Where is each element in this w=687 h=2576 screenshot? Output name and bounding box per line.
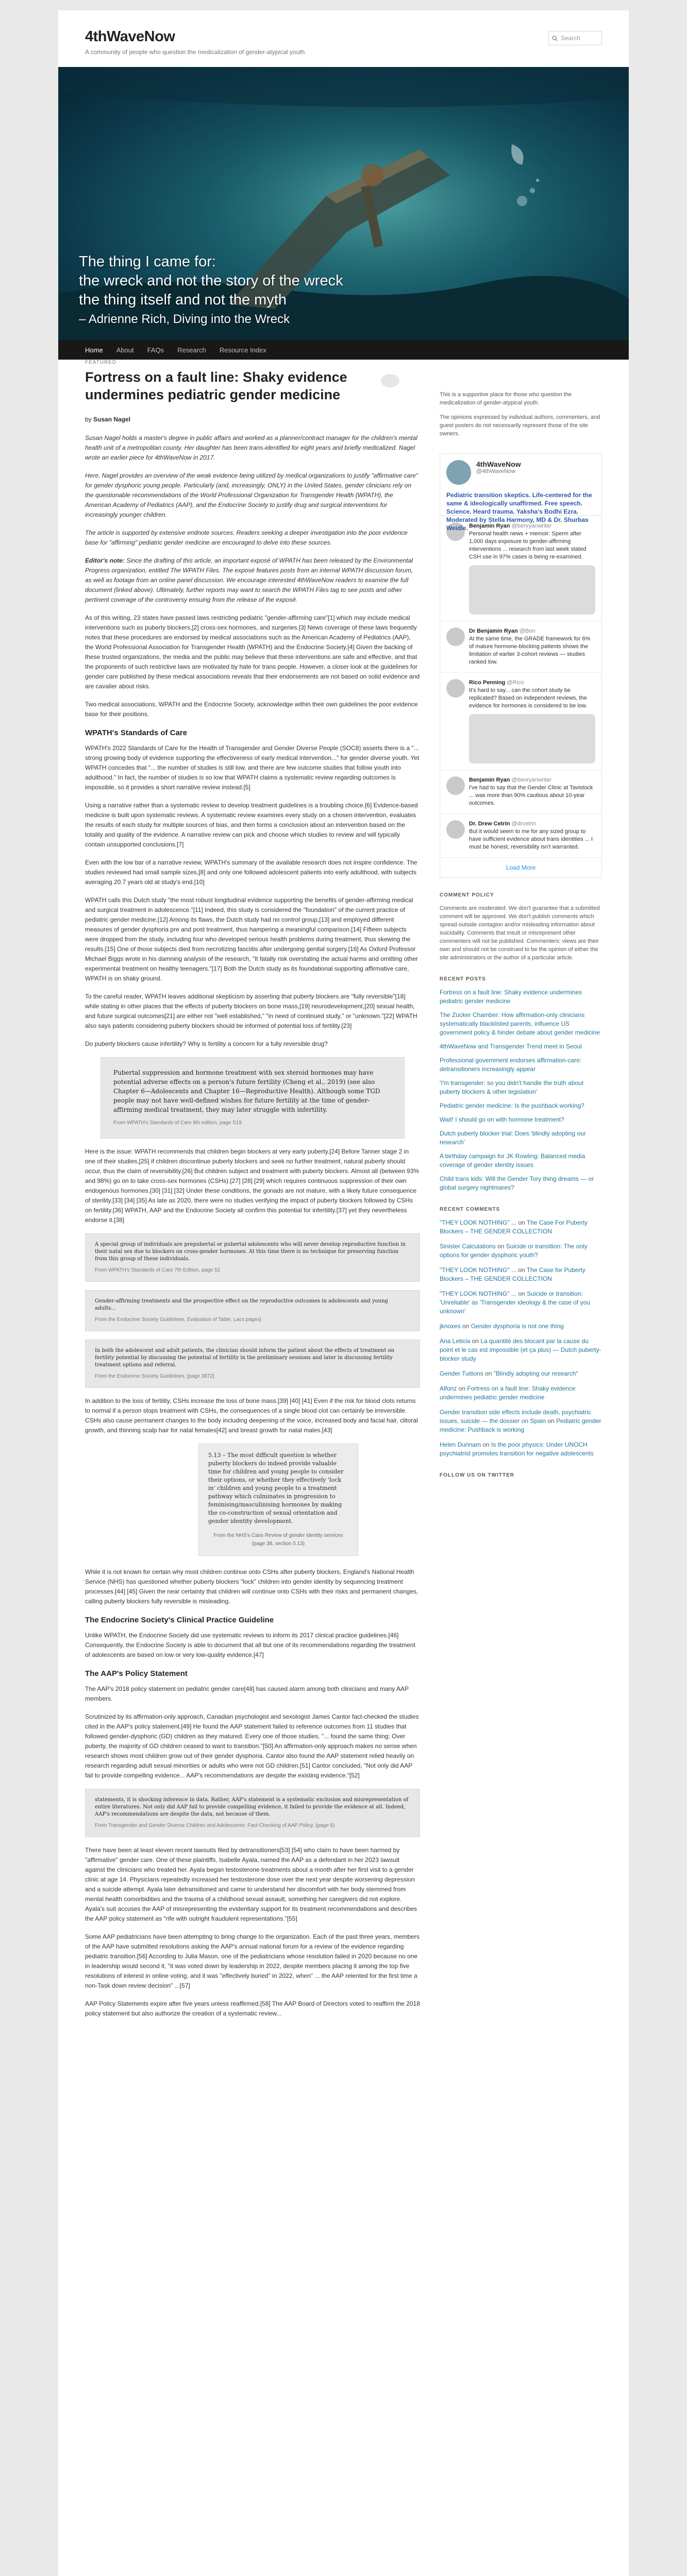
- quoted-excerpt: [85, 1233, 420, 1282]
- tweet-author[interactable]: Dr. Drew Cetrin: [469, 821, 510, 827]
- comment-post-link[interactable]: Gender dysphoria is not one thing: [471, 1323, 564, 1330]
- recent-comments-list: [440, 1218, 602, 1458]
- post-title[interactable]: Fortress on a fault line: Shaky evidence undermines pediatric gender medicine: [85, 369, 347, 402]
- list-item: [440, 1011, 602, 1037]
- nav-faqs[interactable]: FAQs: [147, 346, 164, 354]
- site-description: A community of people who question the medicalization of gender-atypical youth: [85, 48, 305, 56]
- search-placeholder: Search: [561, 35, 581, 42]
- widget-title: RECENT COMMENTS: [440, 1207, 500, 1212]
- comment-author-link[interactable]: Alfonz: [440, 1385, 457, 1392]
- main-navigation: [58, 340, 629, 360]
- quoted-excerpt: [85, 1290, 420, 1331]
- widget-title: COMMENT POLICY: [440, 892, 494, 898]
- tweet[interactable]: [440, 770, 601, 814]
- excerpt-caption: From WPATH's Standards of Care 7th Edition, page 52: [95, 1267, 221, 1273]
- list-item: [440, 1079, 602, 1096]
- comment-post-link[interactable]: "Blindly adopting our research": [493, 1370, 578, 1377]
- excerpt-caption: From WPATH's Standards of Care 8th edition, page S19: [113, 1120, 242, 1126]
- editor-note-label: Editor's note:: [85, 557, 125, 564]
- twitter-handle[interactable]: @4thWaveNow: [476, 468, 516, 474]
- recent-post-link[interactable]: Wait! I should go on with hormone treatment?: [440, 1116, 564, 1123]
- excerpt-caption: From Transgender and Gender Diverse Children and Adolescents: Fact-Checking of AAP Policy, (page 6): [95, 1823, 335, 1828]
- recent-post-link[interactable]: Child trans kids: Will the Gender Tory thing dreams — or global surgery nightmares?: [440, 1175, 594, 1191]
- intro-paragraph: Here, Nagel provides an overview of the weak evidence being utilized by medical organizations to justify "affirmative care" for gender dysphoric young people. Particularly (and, increasingly, ONLY) in the United States, gender clinicians rely on the questionable recommendations of the World Professional Organization for Transgender Health (WPATH), the American Academy of Pediatrics (AAP), and the Endocrine Society to justify drug and surgical interventions for increasingly younger children.: [85, 472, 418, 518]
- body-paragraph: Do puberty blockers cause infertility? Why is fertility a concern for a fully reversible drug?: [85, 1040, 328, 1047]
- list-item: [440, 988, 602, 1006]
- tweet-author[interactable]: Benjamin Ryan: [469, 777, 510, 783]
- body-paragraph: Some AAP pediatricians have been attempting to bring change to the organization. Each of the past three years, members of the AAP have submitted resolutions asking the AAP's annual national forum for a review of the evidence regarding pediatric transition.[56] According to Julia Mason, one of the pediatricians whose resolution failed in 2020 because no one in leadership would second it, "it was voted down by leadership in 2022, despite members placing it among the top five resolutions of interest in online voting, and it was "effectively buried" in 2022, when" ... the AAP relented for the first time a non-Task down review decision" ...[57]: [85, 1933, 420, 1989]
- body-paragraph: WPATH calls this Dutch study "the most robust longitudinal evidence supporting the benefits of gender-affirming medical and surgical treatment in adolescence."[11] Indeed, this study is considered the "foundation" of the current practice of pediatric gender medicine.[12] Among its flaws, the Dutch study had no control group,[13] and employed different measures of gender dysphoria pre and post treatment, thus hampering a meaningful comparison.[14] Fifteen subjects were dropped from the study, including four who developed serious health problems during treatment, thus skewing the results.[15] One of those subjects died from necrotizing fasciitis after undergoing genital surgery.[16] As Oxford Professor Michael Biggs wrote in his damning analysis of the research, "It fatally risk overstating the actual harms and omitting other experimental treatment on healthy teenagers."[17] Both the Dutch study as its foundational supporting affirmative care, WPATH is on shaky ground.: [85, 896, 418, 982]
- post-category[interactable]: FEATURED: [85, 360, 117, 365]
- post-byline: [85, 416, 420, 423]
- comment-post-link[interactable]: Suicide or transition: The only options for gender dysphoric youth?: [440, 1243, 588, 1259]
- page: [58, 10, 629, 2576]
- tweet-text: Personal health news + memoir: Sperm after 1,000 days exposure to gender-affirming interventions ... research from last week stated CSH use in 97% cases is being re-examined.: [469, 531, 587, 560]
- quote-line: the wreck and not the story of the wreck: [79, 273, 343, 289]
- site-title[interactable]: 4thWaveNow: [85, 28, 175, 45]
- comment-post-link[interactable]: The Case For Puberty Blockers – THE GENDER COLLECTION: [440, 1219, 588, 1235]
- comment-author-link[interactable]: Gender transition side effects include death, psychiatric issues, suicide — the dossier on Spain: [440, 1409, 591, 1425]
- comment-author-link[interactable]: Ana Leticia: [440, 1337, 471, 1345]
- comment-author-link[interactable]: Sinister Calculations: [440, 1243, 496, 1250]
- recent-post-link[interactable]: The Zucker Chamber: How affirmation-only clinicians systematically blacklisted parents, influence US government policy & hinder debate about gender medicine: [440, 1011, 600, 1036]
- list-item: [440, 1115, 602, 1124]
- excerpt-text: 5.13 – The most difficult question is whether puberty blockers do indeed provide valuable time for children and young people to consider their options, or whether they effectively 'lock in' children and young people to a treatment pathway which culminates in progression to feminising/masculinising hormones by making the co-construction of sexual orientation and gender identity development.: [208, 1452, 344, 1524]
- search-icon: [552, 36, 558, 41]
- comment-post-link[interactable]: Fortress on a fault line: Shaky evidence undermines pediatric gender medicine: [440, 1385, 576, 1401]
- body-paragraph: Unlike WPATH, the Endocrine Society did use systematic reviews to inform its 2017 clinical practice guidelines.[46] Consequently, the Endocrine Society is able to document that all but one of its recommendations regarding the treatment of adolescents are based on low or very low-quality evidence.[47]: [85, 1632, 415, 1658]
- list-item: "THEY LOOK NOTHING" ... on The Case For Puberty Blockers – THE GENDER COLLECTION: [440, 1219, 588, 1235]
- list-item: [440, 1056, 602, 1074]
- tweet-text: It's hard to say... can the cohort study be replicated? Based on independent reviews, the evidence for hormones is considered to be low.: [469, 687, 588, 709]
- banner-quote: [79, 252, 343, 329]
- excerpt-text: Gender-affirming treatments and the prospective effect on the reproductive outcomes in adolescents and young adults...: [95, 1298, 388, 1311]
- tweet-author[interactable]: Rico Penning: [469, 680, 506, 686]
- editor-note: [85, 556, 420, 605]
- excerpt-text: statements, it is shocking inference in data. Rather, AAP's statement is a systematic exclusion and misrepresentation of entire literatures. Not only did AAP fail to provide compelling evidence, it failed to provide the evidence at all. Indeed, AAP's recommendations are despite the data, not because of them.: [95, 1797, 409, 1817]
- recent-posts-list: [440, 988, 602, 1192]
- byline-prefix: by: [85, 416, 92, 423]
- quote-line: the thing itself and not the myth: [79, 292, 287, 308]
- comment-author-link[interactable]: Gender Tuitions: [440, 1370, 483, 1377]
- recent-post-link[interactable]: Dutch puberty blocker trial: Does 'blindly adopting our research': [440, 1130, 586, 1146]
- nav-resource-index[interactable]: Resource Index: [219, 346, 266, 354]
- body-paragraph: AAP Policy Statements expire after five years unless reaffirmed.[58] The AAP Board of Directors voted to reaffirm the 2018 policy statement but also authorize the creation of a systematic review...: [85, 2000, 420, 2017]
- recent-post-link[interactable]: 4thWaveNow and Transgender Trend meet in Seoul: [440, 1043, 582, 1050]
- nav-research[interactable]: Research: [177, 346, 206, 354]
- quoted-excerpt: [85, 1340, 420, 1388]
- list-item: Ana Leticia on La quantité des blocant par la cause du point et le cas est impossible (et ça plus) — Dutch puberty-blocker study: [440, 1337, 601, 1362]
- header-banner-image: [58, 67, 629, 340]
- list-item: Gender transition side effects include death, psychiatric issues, suicide — the dossier on Spain on Pediatric gender medicine: Pushback is working: [440, 1409, 601, 1433]
- comment-post-link[interactable]: Suicide or transition: 'Unreliable' as 'Transgender ideology & the case of you unknown': [440, 1290, 590, 1315]
- body-paragraph: There have been at least eleven recent lawsuits filed by detransitioners[53] [54] who claim to have been harmed by "affirmative" gender care. One of these plaintiffs, Isabelle Ayala, named the AAP as a defendant in her 2023 lawsuit against the clinicians who treated her. Ayala began testosterone treatments about a month after her first visit to a gender clinic at age 14. Physicians repeatedly increased her testosterone dose over the next year despite worsening depression and a suicide attempt. Ayala later detransitioned and came to understand her discomfort with her body stemmed from mental health comorbidities and the trauma of a childhood sexual assault, something her caregivers did not explore. Ayala's suit accuses the AAP of misrepresenting the evidentiary support for its treatment recommendations and describes the AAP policy statement as "rife with outright fraudulent representations."[55]: [85, 1846, 417, 1922]
- excerpt-text: A special group of individuals are prepubertal or pubertal adolescents who will never develop reproductive function in their natal sex due to blockers on cross-gender hormones. At this time there is no technique for preserving function from this group of these individuals.: [95, 1242, 406, 1262]
- widget-title: FOLLOW US ON TWITTER: [440, 1472, 514, 1478]
- excerpt-caption: From the Endocrine Society Guidelines, [page 3872]: [95, 1374, 214, 1379]
- intro-paragraph: Susan Nagel holds a master's degree in public affairs and worked as a planner/contract manager for the children's mental health unit of a metropolitan county. Her daughter has been trans-identified for eight years and briefly medicalized. Nagel wrote an earlier piece for 4thWaveNow in 2017.: [85, 434, 417, 461]
- list-item: Sinister Calculations on Suicide or transition: The only options for gender dysphoric youth?: [440, 1243, 588, 1259]
- tweet-text: At the same time, the GRADE framework for 6% of mature hormone-blocking patients shows the limitation of earlier 3-cohort reviews — studies ranked low.: [469, 636, 591, 665]
- comment-count-bubble[interactable]: [381, 374, 399, 387]
- quoted-excerpt: [85, 1789, 420, 1837]
- section-heading: The AAP's Policy Statement: [85, 1669, 188, 1678]
- body-paragraph: Here is the issue: WPATH recommends that children begin blockers at very early puberty.[24] Before Tanner stage 2 in one of their studies,[25] if children discontinue puberty blockers and seek no further treatment, natural puberty should occur, thus the claim of reversibility.[26] But children subject and treatment with puberty blockers. Almost all (between 93% and 98%) go on to take cross-sex hormones (CSHs).[27] [28] [29] which requires continuous suppression of their own endogenous hormones.[30] [31] [32] Under these conditions, the gonads are not mature, with a likely future consequence of sterility.[33] [34] [35] As late as 2020, there were no studies verifying the impact of puberty blockers followed by CSHs on fertility.[36] WPATH, AAP and the Endocrine Society all confirm this potential for infertility.[37] yet they nevertheless endorse it.[38]: [85, 1148, 420, 1224]
- comment-author-link[interactable]: "THEY LOOK NOTHING" ...: [440, 1290, 516, 1297]
- twitter-name[interactable]: 4thWaveNow: [476, 460, 521, 468]
- tweet-media[interactable]: [469, 714, 595, 764]
- twitter-profile[interactable]: [440, 454, 601, 491]
- body-paragraph: Scrutinized by its affirmation-only approach, Canadian psychologist and sexologist James Cantor fact-checked the studies cited in the AAP's policy statement.[49] He found the AAP statement failed to reference outcomes from 11 studies that followed gender-dysphoric (GD) children as they matured. Every one of those studies, "... found the same thing: Over puberty, the majority of GD children ceased to want to transition."[50] An affirmation-only approach makes no sense when research shows most children grow out of their gender dysphoria. Cantor also found the AAP statement relied heavily on research regarding adult sexual minorities or adults who were not GD children.[51] Cantor concluded, "Not only did AAP fail to provide compelling evidence... AAP's recommendations are despite the existing evidence."[52]: [85, 1713, 419, 1779]
- tweet[interactable]: [440, 621, 601, 672]
- avatar: [446, 679, 465, 698]
- comment-post-link[interactable]: Pediatric gender medicine: Pushback is working: [440, 1417, 601, 1433]
- excerpt-caption: From the NHS's Cass Review of gender identity services (page 38, section 5.13): [213, 1533, 343, 1547]
- disclaimer-text: The opinions expressed by individual authors, commenters, and guest posters do not necessarily represent those of the site owners.: [440, 414, 600, 437]
- tweet-media[interactable]: [469, 565, 595, 615]
- tweet-text: But it would seem to me for any sized group to have sufficient evidence about trans identities ... I must be honest, reversibility isn't warranted.: [469, 828, 593, 850]
- list-item: Gender Tuitions on "Blindly adopting our research": [440, 1370, 578, 1377]
- author-link[interactable]: Susan Nagel: [93, 416, 131, 423]
- tweet-handle: @benryanwriter: [511, 523, 552, 529]
- about-text: This is a supportive place for those who question the medicalization of gender-atypical youth.: [440, 392, 572, 406]
- avatar: [446, 460, 471, 485]
- excerpt-text: In both the adolescent and adult patients, the clinician should inform the patient about the effects of treatment on fertility potential by discussing the potential of fertility in the preliminary sessions and later in discussing fertility treatment options and referral.: [95, 1348, 395, 1368]
- section-heading: The Endocrine Society's Clinical Practice Guideline: [85, 1616, 274, 1624]
- list-item: "THEY LOOK NOTHING" ... on The Case for Puberty Blockers – THE GENDER COLLECTION: [440, 1266, 585, 1282]
- list-item: [440, 1101, 602, 1110]
- comment-author-link[interactable]: jknoxes: [440, 1323, 461, 1330]
- tweet-handle: @Rico: [507, 680, 524, 686]
- list-item: [440, 1175, 602, 1192]
- cass-review-excerpt: [198, 1444, 358, 1556]
- body-paragraph: While it is not known for certain why most children continue onto CSHs after puberty blockers, England's National Health Service (NHS) has questioned whether puberty blockers "lock" children into gender identity by sequencing treatment processes.[44] [45] Given the near certainty that children will continue onto CSHs with their risks and permanent changes, calling puberty blockers fully reversible is misleading.: [85, 1568, 418, 1605]
- recent-post-link[interactable]: Fortress on a fault line: Shaky evidence undermines pediatric gender medicine: [440, 989, 582, 1005]
- tweet[interactable]: [440, 672, 601, 770]
- body-paragraph: WPATH's 2022 Standards of Care for the Health of Transgender and Gender Diverse People (SOC8) asserts there is a "... strong growing body of evidence supporting the effectiveness of early medical intervention..." for gender diverse youth. Yet WPATH concedes that "... the number of studies is still low, and there are few outcome studies that follow youth into adulthood." In fact, the number of studies is so low that WPATH claims a systematic review regarding outcomes is impossible, so it provides a short narrative review instead.[5]: [85, 744, 420, 791]
- section-heading: WPATH's Standards of Care: [85, 728, 188, 737]
- comment-author-link[interactable]: "THEY LOOK NOTHING" ...: [440, 1266, 516, 1274]
- body-paragraph: In addition to the loss of fertility, CSHs increase the loss of bone mass.[39] [40] [41] Even if the risk for blood clots returns to normal if a person stops treatment with CSHs, the consequences of a single blood clot can certainly be irreversible. CSHs also cause permanent changes to the body including deepening of the voice, increased body and facial hair, clitoral growth, and thinning scalp hair for natal females[42] and breast growth for natal males.[43]: [85, 1397, 418, 1434]
- body-paragraph: To the careful reader, WPATH leaves additional skepticism by asserting that puberty blockers are "fully reversible"[18] while stating in other places that the effects of puberty blockers on bone mass,[19] neurodevelopment,[20] sexual health, and future surgical outcomes[21] are either not "well established," "in need of continued study," or "unknown."[22] WPATH also says patients considering puberty blockers should be informed of potential loss of fertility.[23]: [85, 993, 417, 1029]
- tweet-handle: @benryanwriter: [511, 777, 552, 783]
- list-item: [440, 1129, 602, 1147]
- excerpt-text: Pubertal suppression and hormone treatment with sex steroid hormones may have potential adverse effects on a person's future fertility (Cheng et al., 2019) (see also Chapter 6—Adolescents and Chapter 16—Reproductive Health). Although some TGD people may not have well-defined wishes for future fertility at the time of gender-affirming medical treatment, they may later struggle with infertility.: [113, 1069, 380, 1113]
- recent-post-link[interactable]: A birthday campaign for JK Rowling: Balanced media coverage of gender identity issues: [440, 1153, 585, 1168]
- tweet-author[interactable]: Dr Benjamin Ryan: [469, 628, 518, 634]
- recent-post-link[interactable]: Professional government endorses affirmation-care: detransitioners increasingly appear: [440, 1057, 582, 1073]
- sidebar: [440, 391, 602, 1484]
- site-header: [58, 10, 629, 67]
- editor-note-text: Since the drafting of this article, an important exposé of WPATH has been released by the Environmental Progress organization, entitled The WPATH Files. The exposé features posts from an internal WPATH discussion forum, as well as footage from an online panel discussion. We encourage interested 4thWaveNow readers to examine the full document (linked above). Ultimately, further reports may want to search the WPATH Files tag to see posts and other pertinent coverage of the controversy ensuing from the release of the exposé.: [85, 557, 413, 603]
- comment-author-link[interactable]: "THEY LOOK NOTHING" ...: [440, 1219, 516, 1226]
- avatar: [446, 820, 465, 839]
- body-paragraph: The AAP's 2018 policy statement on pediatric gender care[48] has caused alarm among both clinicians and many AAP members.: [85, 1685, 409, 1702]
- tweet-author[interactable]: Benjamin Ryan: [469, 523, 510, 529]
- tweet-handle: @Ben: [519, 628, 535, 634]
- recent-post-link[interactable]: Pediatric gender medicine: Is the pushback working?: [440, 1102, 584, 1109]
- list-item: Helen Dunnam on Is the poor physics: Under UNOCH psychiatrist promotes transition for negative adolescents: [440, 1441, 594, 1457]
- body-paragraph: Using a narrative rather than a systematic review to develop treatment guidelines is a troubling choice.[6] Evidence-based medicine is built upon systematic reviews. A systematic review examines every study on a chosen intervention, evaluates the results of each study for multiple sources of bias, and then forms a conclusion about an intervention based on the totality and quality of the evidence. A narrative review can pick and choose which studies to review and will typically contain unsupported conclusions.[7]: [85, 802, 418, 848]
- avatar: [446, 628, 465, 646]
- nav-about[interactable]: About: [116, 346, 134, 354]
- comment-post-link[interactable]: The Case for Puberty Blockers – THE GENDER COLLECTION: [440, 1266, 585, 1282]
- twitter-timeline: [440, 453, 602, 878]
- quote-line: The thing I came for:: [79, 253, 216, 270]
- avatar: [446, 776, 465, 795]
- list-item: "THEY LOOK NOTHING" ... on Suicide or transition: 'Unreliable' as 'Transgender ideology & the case of you unknown': [440, 1290, 590, 1315]
- quoted-excerpt: [100, 1057, 405, 1139]
- post-content: [85, 360, 420, 2027]
- list-item: [440, 1042, 602, 1051]
- comment-post-link[interactable]: Is the poor physics: Under UNOCH psychiatrist promotes transition for negative adolescents: [440, 1441, 594, 1457]
- list-item: Alfonz on Fortress on a fault line: Shaky evidence undermines pediatric gender medicine: [440, 1385, 576, 1401]
- recent-post-link[interactable]: 'I'm transgender: so you didn't handle the truth about puberty blockers & other legislation': [440, 1079, 584, 1095]
- list-item: jknoxes on Gender dysphoria is not one thing: [440, 1323, 564, 1330]
- nav-home[interactable]: Home: [85, 346, 103, 354]
- tweet[interactable]: [440, 814, 601, 857]
- twitter-bio: Pediatric transition skeptics. Life-centered for the same & ideologically unaffirmed. Free speech. Science. Heard trauma. Yaksha's Bodhi Ezra. Moderated by Stella Harmony, MD & Dr. Shurbas Weidle.: [446, 492, 592, 532]
- comment-policy-text: Comments are moderated. We don't guarantee that a submitted comment will be approved. We don't publish comments which spread outside contagion and/or misleading information about suicidality. Comments that insult or misrepresent other commenters will not be published. Commenters: views are their own and should not be construed to be the opinion of either the site administrators or the author of a particular article.: [440, 905, 600, 961]
- body-paragraph: As of this writing, 23 states have passed laws restricting pediatric "gender-affirming care"[1] which may include medical interventions such as puberty blockers,[2] cross-sex hormones, and surgeries.[3] News coverage of these laws frequently notes that these procedures are endorsed by medical associations such as the American Academy of Pediatrics (AAP), the World Professional Association for Transgender Health (WPATH) and the Endocrine Society.[4] Given the backing of these trusted organizations, the media and the public may believe that these interventions are safe and effective, and that the proponents of such restrictive laws are motivated by hate for trans people. However, a closer look at the guidelines for gender care published by these medical associations reveals that their endorsements are not based on solid evidence and are cavalier about risks.: [85, 614, 420, 690]
- tweet-text: I've had to say that the Gender Clinic at Tavistock ... was more than 90% cautious about 10-year outcomes.: [469, 785, 593, 806]
- widget-title: RECENT POSTS: [440, 976, 486, 982]
- body-paragraph: Even with the low bar of a narrative review, WPATH's summary of the available research does not inspire confidence. The studies reviewed had small sample sizes,[8] and only one followed adolescent patients into early adulthood, with subjects averaging 20.7 years old at study's end.[10]: [85, 859, 417, 886]
- comment-post-link[interactable]: La quantité des blocant par la cause du point et le cas est impossible (et ça plus) — Dutch puberty-blocker study: [440, 1337, 601, 1362]
- quote-attribution: – Adrienne Rich, Diving into the Wreck: [79, 312, 290, 326]
- tweet-handle: @drcetrin: [511, 821, 537, 827]
- list-item: [440, 1152, 602, 1170]
- load-more-button[interactable]: Load More: [440, 857, 601, 877]
- intro-paragraph: The article is supported by extensive endnote sources. Readers seeking a deeper investigation into the poor evidence base for "affirming" pediatric gender medicine are encouraged to delve into these sources.: [85, 529, 408, 546]
- search-input[interactable]: [548, 31, 602, 45]
- body-paragraph: Two medical associations, WPATH and the Endocrine Society, acknowledge within their own guidelines the poor evidence base for their positions.: [85, 701, 418, 718]
- comment-author-link[interactable]: Helen Dunnam: [440, 1441, 481, 1448]
- excerpt-caption: From the Endocrine Society Guidelines, Evaluation of Table, Lacs pages]: [95, 1317, 261, 1323]
